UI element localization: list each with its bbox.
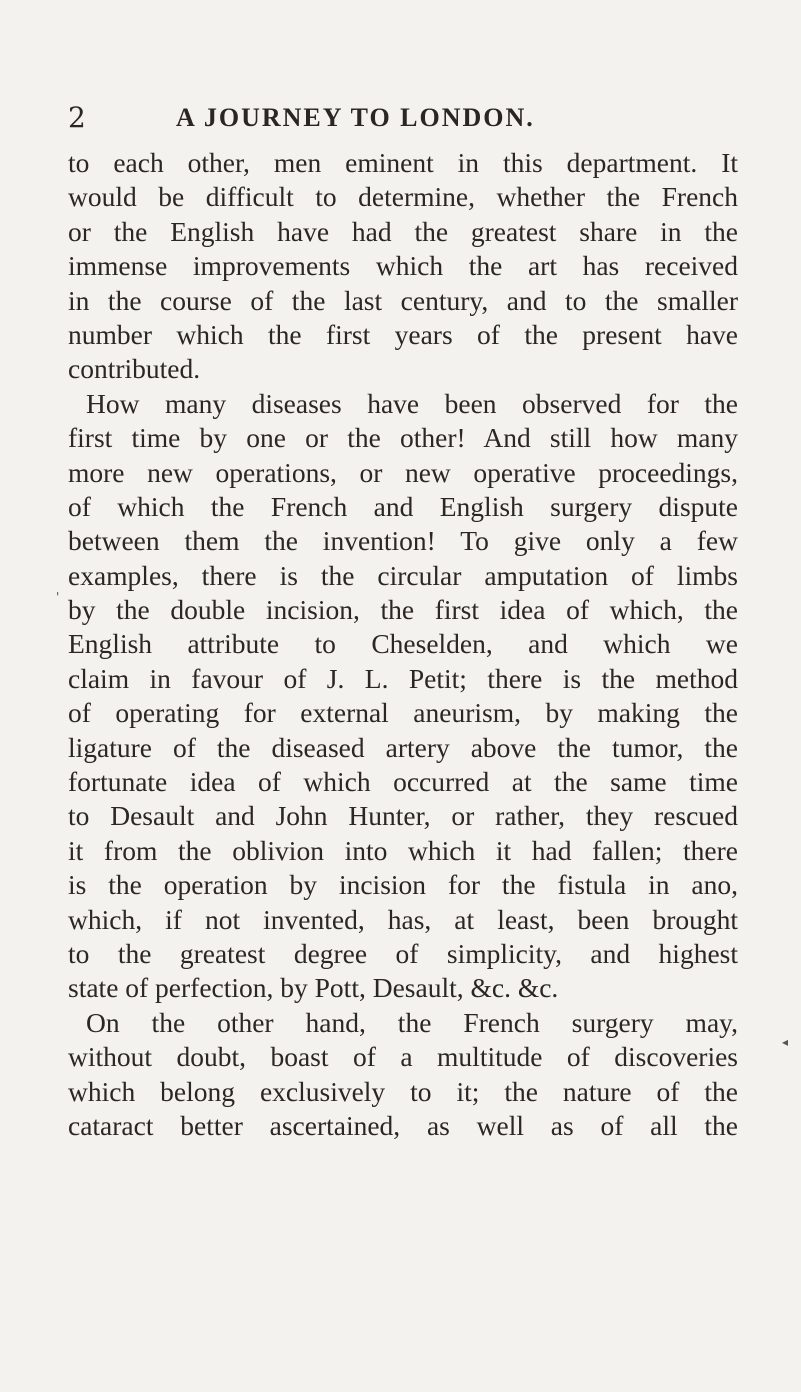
scan-speck: ◂: [782, 1035, 789, 1049]
text-line: to the greatest degree of simplicity, and highest: [68, 937, 738, 969]
text-line: On the other hand, the French surgery may,: [86, 1006, 738, 1038]
text-line: cataract better ascertained, as well as of all the: [68, 1109, 738, 1141]
running-head: A JOURNEY TO LONDON.: [176, 103, 535, 132]
text-line: more new operations, or new operative proceedings,: [68, 456, 738, 488]
text-line: it from the oblivion into which it had fallen; there: [68, 834, 738, 866]
text-line: to each other, men eminent in this department. It: [68, 147, 738, 178]
text-line: examples, there is the circular amputation of limbs: [68, 559, 738, 591]
text-line: of which the French and English surgery dispute: [68, 490, 738, 522]
text-line: is the operation by incision for the fistula in ano,: [68, 869, 738, 901]
text-line: of operating for external aneurism, by making the: [68, 697, 738, 729]
page-number: 2: [68, 101, 86, 134]
text-line: ligature of the diseased artery above the tumor, the: [68, 731, 738, 763]
text-line: would be difficult to determine, whether the French: [68, 181, 738, 213]
body-text: [68, 146, 738, 1143]
text-line: in the course of the last century, and to the smaller: [68, 284, 738, 316]
text-line: How many diseases have been observed for the: [86, 387, 738, 419]
page-header: [68, 100, 738, 136]
text-line: without doubt, boast of a multitude of discoveries: [68, 1041, 738, 1073]
text-line: or the English have had the greatest share in the: [68, 215, 738, 247]
text-line: between them the invention! To give only a few: [68, 525, 738, 557]
text-line: which belong exclusively to it; the nature of the: [68, 1075, 738, 1107]
text-line: by the double incision, the first idea of which, the: [68, 594, 738, 626]
text-line: to Desault and John Hunter, or rather, they rescued: [68, 800, 738, 832]
text-line: number which the first years of the present have: [68, 318, 738, 350]
text-line: contributed.: [68, 353, 201, 385]
text-line: which, if not invented, has, at least, been brought: [68, 903, 738, 935]
text-line: immense improvements which the art has received: [68, 250, 738, 282]
text-line: claim in favour of J. L. Petit; there is the method: [68, 662, 738, 694]
text-line: English attribute to Cheselden, and which we: [68, 628, 738, 660]
text-line: fortunate idea of which occurred at the same time: [68, 766, 738, 798]
text-line: state of perfection, by Pott, Desault, &c. &c.: [68, 972, 559, 1004]
text-line: first time by one or the other! And still how many: [68, 422, 738, 454]
scan-speck: ': [56, 590, 60, 604]
